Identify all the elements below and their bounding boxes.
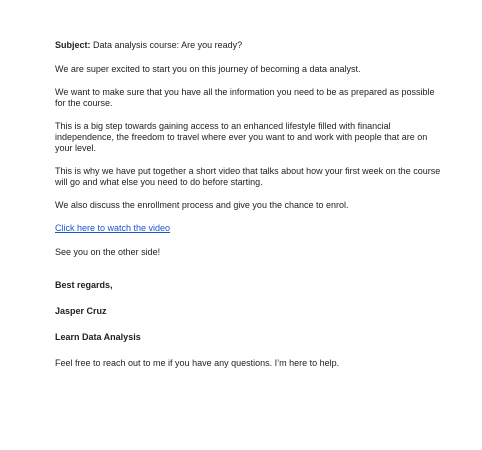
paragraph-video: This is why we have put together a short video that talks about how your first week on the course will go and what else you need to do before starting. bbox=[55, 166, 441, 187]
link-paragraph bbox=[55, 223, 442, 234]
see-you-text: See you on the other side! bbox=[55, 247, 161, 257]
watch-video-link[interactable]: Click here to watch the video bbox=[55, 223, 171, 233]
closing-text: Feel free to reach out to me if you have any questions. I’m here to help. bbox=[55, 358, 340, 368]
paragraph-preparation: We want to make sure that you have all the information you need to be as prepared as possible for the course. bbox=[55, 87, 435, 108]
paragraph-lifestyle: This is a big step towards gaining access to an enhanced lifestyle filled with financial independence, the freedom to travel where ever you want to and work with people that are on your level. bbox=[55, 121, 428, 153]
subject-label: Subject: bbox=[55, 40, 91, 50]
regards-text: Best regards, bbox=[55, 280, 113, 290]
subject-text: Data analysis course: Are you ready? bbox=[93, 40, 243, 50]
sender-organization: Learn Data Analysis bbox=[55, 332, 141, 342]
sender-name: Jasper Cruz bbox=[55, 306, 107, 316]
paragraph-intro: We are super excited to start you on this journey of becoming a data analyst. bbox=[55, 64, 361, 74]
subject-line bbox=[55, 40, 442, 51]
paragraph-enrollment: We also discuss the enrollment process and give you the chance to enrol. bbox=[55, 200, 349, 210]
